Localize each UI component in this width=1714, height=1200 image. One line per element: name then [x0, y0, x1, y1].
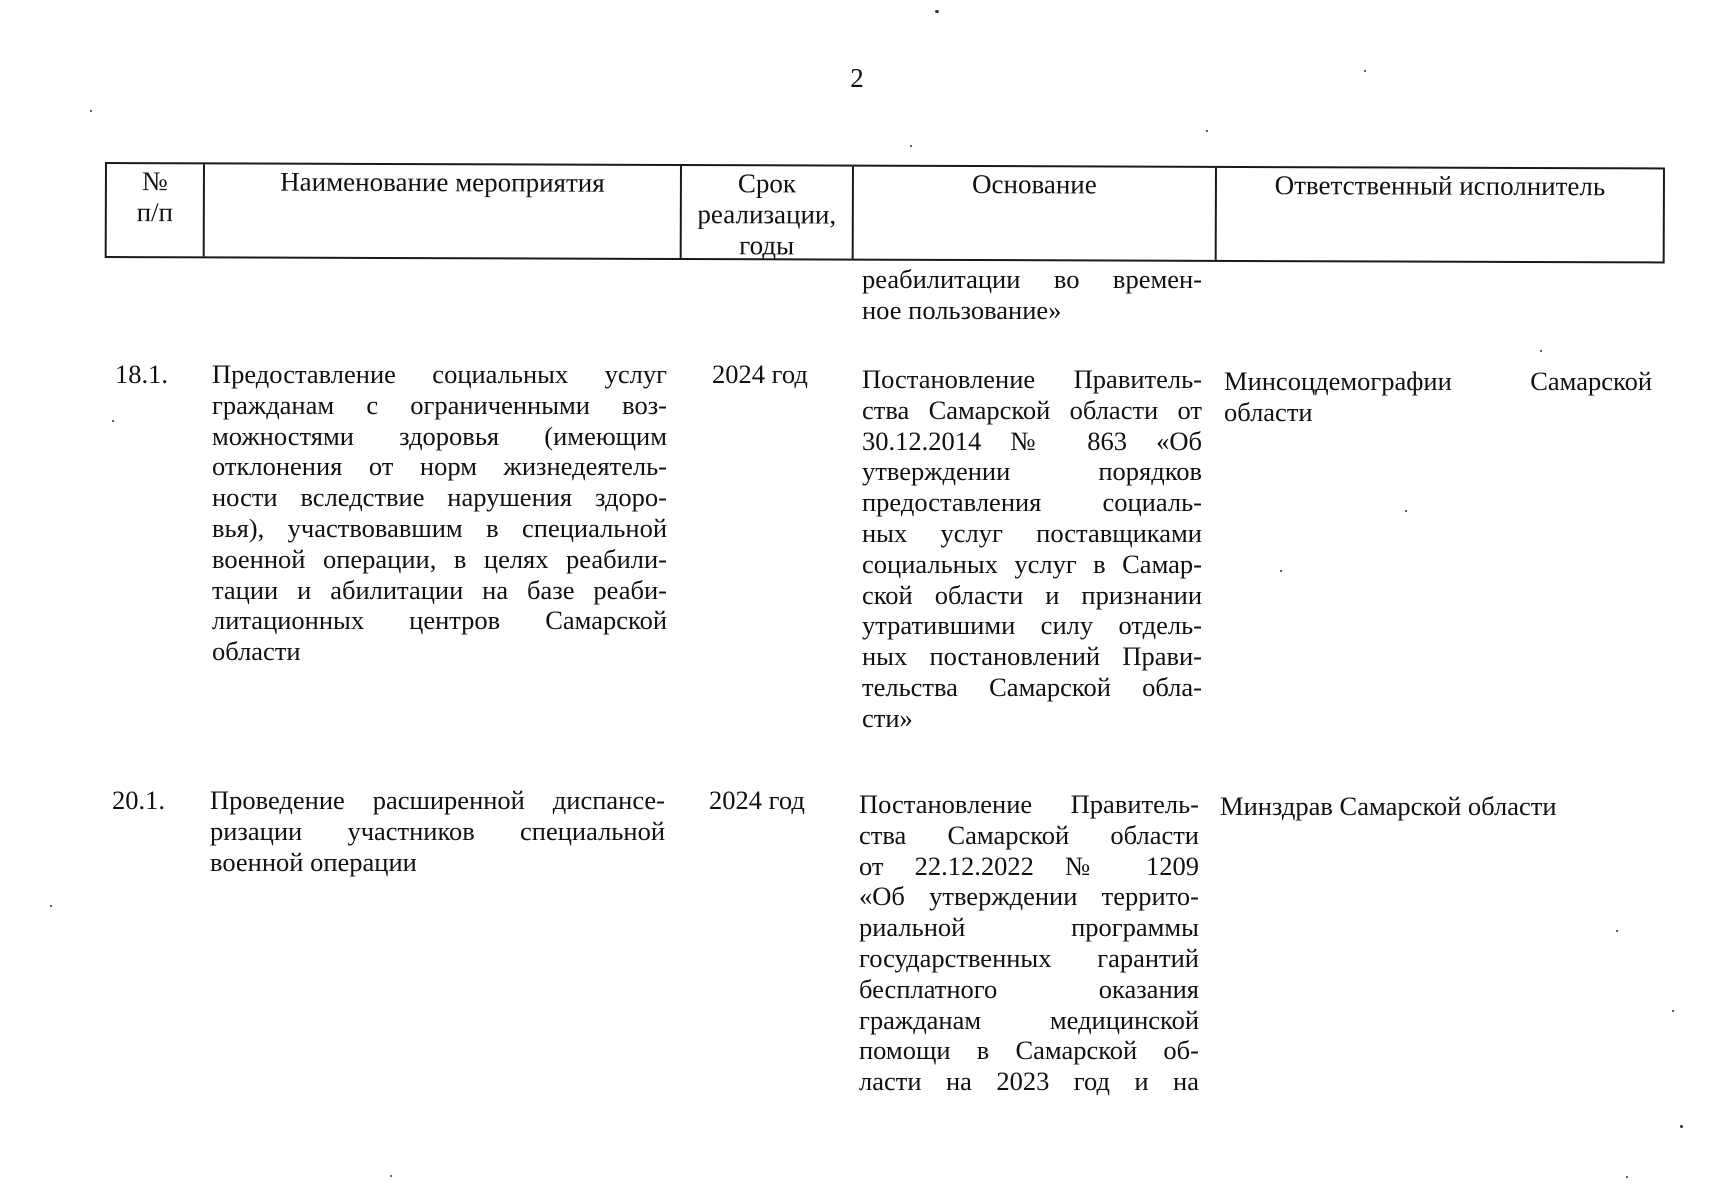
- row-20-1-basis-line: гражданам медицинской: [859, 1004, 1199, 1035]
- scan-speck: [1206, 130, 1208, 132]
- row-20-1-responsible-line: Минздрав Самарской области: [1220, 791, 1557, 821]
- continuation-basis-line: ное пользование»: [862, 294, 1062, 325]
- scan-speck: [1405, 510, 1407, 512]
- row-18-1-name-line: тации и абилитации на базе реаби-: [212, 574, 667, 605]
- row-18-1-basis-line: социальных услуг в Самар-: [862, 548, 1202, 579]
- row-20-1-basis: [859, 789, 1199, 1097]
- header-number-line-1: №: [141, 166, 168, 197]
- row-20-1-basis-line: от 22.12.2022 № 1209: [859, 850, 1199, 881]
- row-20-1-name-line: военной операции: [210, 846, 417, 877]
- row-18-1-name-line: отклонения от норм жизнедеятель-: [212, 451, 667, 482]
- table-header: [105, 162, 1665, 263]
- scan-speck: [910, 145, 912, 147]
- row-18-1-name-line: гражданам с ограниченными воз-: [212, 389, 667, 420]
- row-20-1-responsible: [1220, 791, 1557, 822]
- row-20-1-name-line: ризации участников специальной: [210, 815, 665, 846]
- header-event-name-label: Наименование мероприятия: [280, 166, 605, 198]
- header-number-line-2: п/п: [136, 197, 174, 228]
- row-18-1-basis-line: 30.12.2014 № 863 «Об: [862, 425, 1202, 456]
- row-18-1-basis-line: утратившими силу отдель-: [862, 610, 1202, 641]
- row-20-1-basis-line: помощи в Самарской об-: [859, 1035, 1199, 1066]
- row-18-1-responsible: [1224, 366, 1652, 428]
- row-20-1-event-name: [210, 785, 665, 877]
- scan-speck: [1680, 1125, 1683, 1128]
- scan-speck: [1626, 1176, 1628, 1178]
- row-20-1-name-line: Проведение расширенной диспансе-: [210, 785, 665, 815]
- row-18-1-basis-line: Постановление Правитель-: [862, 364, 1202, 394]
- header-term: [682, 166, 854, 259]
- header-number: [107, 164, 205, 256]
- row-18-1-number: 18.1.: [115, 359, 168, 389]
- row-20-1-basis-line: риальной программы: [859, 912, 1199, 943]
- row-20-1-term: 2024 год: [709, 785, 805, 815]
- row-18-1-responsible-line: Минсоцдемографии Самарской: [1224, 366, 1652, 396]
- header-basis: [854, 167, 1217, 260]
- header-term-line-2: реализации,: [697, 199, 837, 230]
- row-18-1-name-line: вья), участвовавшим в специальной: [212, 512, 667, 543]
- row-18-1-basis-line: ных услуг поставщиками: [862, 517, 1202, 548]
- scan-speck: [112, 420, 114, 422]
- row-20-1-basis-line: «Об утверждении террито-: [859, 881, 1199, 912]
- row-18-1-event-name: [212, 359, 667, 667]
- scan-speck: [390, 1175, 392, 1177]
- header-term-line-1: Срок: [737, 168, 797, 199]
- header-term-line-3: годы: [739, 230, 795, 261]
- row-18-1-basis-line: утверждении порядков: [862, 456, 1202, 487]
- scan-speck: [935, 10, 939, 13]
- row-18-1-term: 2024 год: [712, 359, 808, 389]
- row-20-1-basis-line: Постановление Правитель-: [859, 789, 1199, 819]
- scan-speck: [1280, 570, 1282, 572]
- scan-speck: [1672, 1010, 1674, 1012]
- header-responsible-label: Ответственный исполнитель: [1274, 170, 1606, 202]
- row-18-1-name-line: литационных центров Самарской: [212, 605, 667, 636]
- header-basis-label: Основание: [972, 169, 1097, 200]
- row-18-1-basis-line: предоставления социаль-: [862, 487, 1202, 518]
- row-20-1-number: 20.1.: [112, 785, 165, 815]
- scan-speck: [90, 110, 92, 112]
- scan-speck: [50, 905, 52, 907]
- row-18-1-basis-line: ных постановлений Прави-: [862, 641, 1202, 672]
- row-18-1-basis: [862, 364, 1202, 734]
- scan-speck: [1616, 930, 1618, 932]
- row-18-1-name-line: Предоставление социальных услуг: [212, 359, 667, 389]
- continuation-basis: [862, 264, 1202, 326]
- header-event-name: [205, 164, 682, 258]
- row-20-1-basis-line: ласти на 2023 год и на: [859, 1066, 1199, 1097]
- row-18-1-name-line: ности вследствие нарушения здоро-: [212, 482, 667, 513]
- row-18-1-responsible-line: области: [1224, 396, 1313, 427]
- row-18-1-basis-line: ской области и признании: [862, 579, 1202, 610]
- row-20-1-basis-line: государственных гарантий: [859, 942, 1199, 973]
- row-18-1-name-line: военной операции, в целях реабили-: [212, 543, 667, 574]
- header-responsible: [1217, 168, 1663, 262]
- row-18-1-name-line: области: [212, 636, 301, 667]
- continuation-basis-line: реабилитации во времен-: [862, 264, 1202, 294]
- scan-speck: [1540, 350, 1542, 352]
- row-20-1-basis-line: бесплатного оказания: [859, 973, 1199, 1004]
- page-number: 2: [850, 63, 864, 93]
- row-18-1-basis-line: сти»: [862, 702, 913, 733]
- scan-speck: [1364, 70, 1366, 72]
- row-18-1-basis-line: тельства Самарской обла-: [862, 671, 1202, 702]
- row-18-1-name-line: можностями здоровья (имеющим: [212, 420, 667, 451]
- row-18-1-basis-line: ства Самарской области от: [862, 394, 1202, 425]
- row-20-1-basis-line: ства Самарской области: [859, 819, 1199, 850]
